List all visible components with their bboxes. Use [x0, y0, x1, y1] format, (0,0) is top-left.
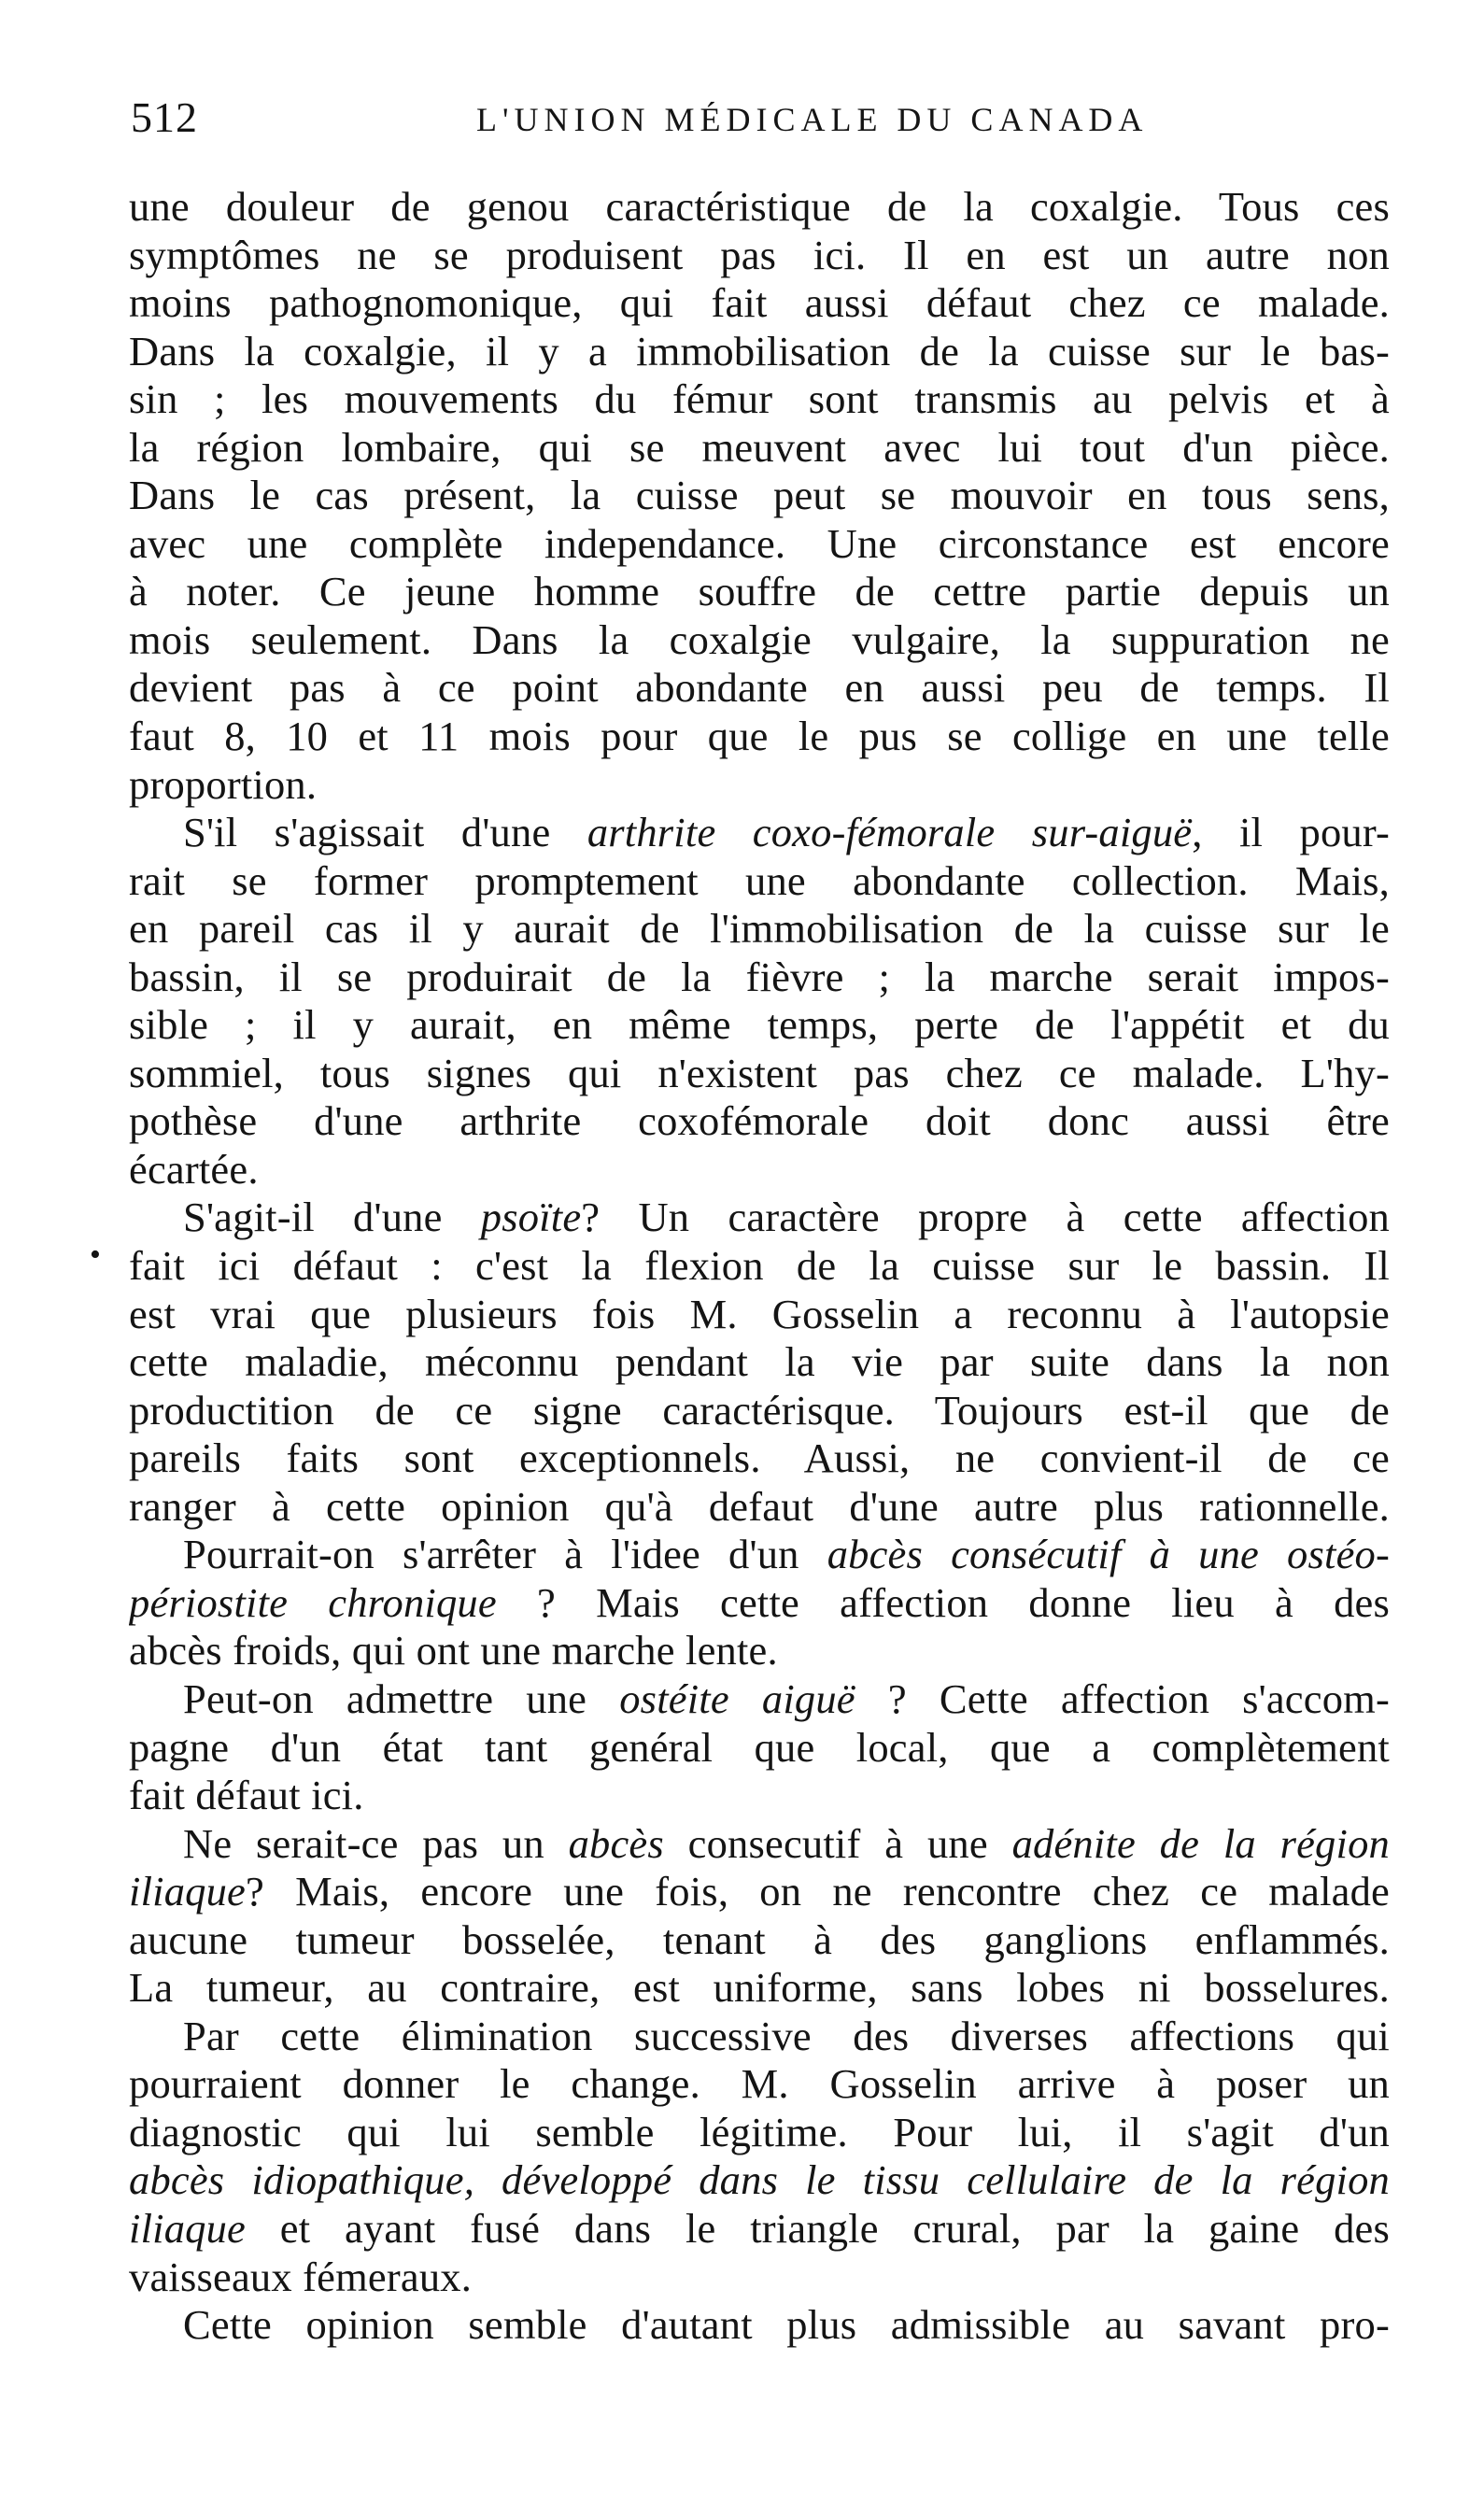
text-segment: Par cette élimination successive des diverses affections qui	[183, 2012, 1390, 2059]
text-line	[129, 1194, 1390, 1242]
text-segment: consecutif à une	[663, 1819, 1012, 1867]
text-line	[129, 424, 1390, 473]
text-segment: en pareil cas il y aurait de l'immobilisation de la cuisse sur le	[129, 905, 1390, 953]
text-line	[129, 232, 1390, 280]
text-line	[129, 2205, 1390, 2254]
text-line	[129, 1964, 1390, 2013]
text-line	[129, 472, 1390, 520]
text-line	[129, 328, 1390, 376]
text-segment: mois seulement. Dans la coxalgie vulgaire, la suppuration ne	[129, 615, 1390, 663]
text-line	[129, 1097, 1390, 1146]
text-segment: S'agit-il d'une	[183, 1194, 481, 1241]
text-segment: sin ; les mouvements du fémur sont transmis au pelvis et à	[129, 375, 1390, 423]
text-line	[129, 1531, 1390, 1579]
text-segment: fait ici défaut : c'est la flexion de la cuisse sur le bassin. Il	[129, 1242, 1390, 1290]
text-segment: est vrai que plusieurs fois M. Gosselin a reconnu à l'autopsie	[129, 1290, 1390, 1337]
text-segment: abcès froids, qui ont une marche lente.	[129, 1627, 778, 1674]
italic-segment: arthrite coxo-fémorale sur-aiguë	[587, 809, 1193, 856]
text-line	[129, 183, 1390, 232]
text-segment: pagne d'un état tant genéral que local, que a complètement	[129, 1723, 1390, 1771]
page-header	[131, 90, 1387, 146]
text-line	[129, 1338, 1390, 1387]
text-line	[129, 713, 1390, 761]
text-segment: avec une complète independance. Une circonstance est encore	[129, 519, 1390, 567]
running-head: L'UNION MÉDICALE DU CANADA	[476, 101, 1149, 138]
text-segment: pothèse d'une arthrite coxofémorale doit donc aussi être	[129, 1097, 1390, 1145]
text-line	[129, 1820, 1390, 1869]
text-segment: une douleur de genou caractéristique de la coxalgie. Tous ces	[129, 183, 1390, 230]
text-segment: Dans la coxalgie, il y a immobilisation de la cuisse sur le bas-	[129, 327, 1390, 374]
text-segment: vaisseaux fémeraux.	[129, 2253, 473, 2300]
italic-segment: psoïte	[480, 1194, 582, 1241]
italic-segment: périostite chronique	[129, 1578, 497, 1626]
text-line	[129, 1772, 1390, 1820]
text-line	[129, 664, 1390, 713]
text-line	[129, 1291, 1390, 1339]
text-line	[129, 279, 1390, 328]
italic-segment: adénite de la région	[1011, 1819, 1390, 1867]
text-line	[129, 2301, 1390, 2350]
text-line	[129, 761, 1390, 810]
text-segment: ranger à cette opinion qu'à defaut d'une autre plus rationnelle.	[129, 1482, 1390, 1530]
text-segment: rait se former promptement une abondante collection. Mais,	[129, 856, 1390, 904]
text-segment: ? Mais, encore une fois, on ne rencontre chez ce malade	[246, 1868, 1390, 1915]
text-segment: productition de ce signe caractérisque. Toujours est-il que de	[129, 1386, 1390, 1434]
text-segment: écartée.	[129, 1145, 259, 1193]
text-line	[129, 809, 1390, 857]
text-line	[129, 2254, 1390, 2302]
text-line	[129, 1387, 1390, 1435]
text-segment: Ne serait-ce pas un	[183, 1819, 569, 1867]
text-line	[129, 1724, 1390, 1773]
text-line	[129, 1916, 1390, 1965]
text-line	[129, 954, 1390, 1002]
italic-segment: abcès	[568, 1819, 664, 1867]
text-segment: sommiel, tous signes qui n'existent pas chez ce malade. L'hy-	[129, 1049, 1390, 1096]
text-line	[129, 905, 1390, 954]
text-segment: La tumeur, au contraire, est uniforme, sans lobes ni bosselures.	[129, 1964, 1390, 2012]
text-line	[129, 1434, 1390, 1483]
text-segment: ? Mais cette affection donne lieu à des	[496, 1578, 1390, 1626]
italic-segment: abcès idiopathique, développé dans le tissu cellulaire de la région	[129, 2156, 1390, 2204]
italic-segment: iliaque	[129, 1868, 246, 1915]
text-line	[129, 568, 1390, 616]
text-line	[129, 2013, 1390, 2061]
text-line	[129, 857, 1390, 906]
text-segment: Dans le cas présent, la cuisse peut se mouvoir en tous sens,	[129, 472, 1390, 519]
italic-segment: ostéite aiguë	[619, 1674, 855, 1722]
text-line	[129, 1242, 1390, 1291]
text-segment: devient pas à ce point abondante en aussi peu de temps. Il	[129, 664, 1390, 712]
italic-segment: abcès consécutif à une ostéo-	[827, 1531, 1390, 1578]
text-segment: fait défaut ici.	[129, 1772, 364, 1819]
text-line	[129, 1579, 1390, 1628]
text-segment: Peut-on admettre une	[183, 1674, 620, 1722]
page-number: 512	[131, 93, 198, 141]
text-segment: , il pour-	[1192, 809, 1390, 856]
text-segment: faut 8, 10 et 11 mois pour que le pus se collige en une telle	[129, 713, 1390, 760]
body-text	[129, 183, 1390, 2350]
text-segment: ? Un caractère propre à cette affection	[581, 1194, 1390, 1241]
text-line	[129, 1868, 1390, 1916]
text-segment: aucune tumeur bosselée, tenant à des ganglions enflammés.	[129, 1915, 1390, 1963]
text-segment: bassin, il se produirait de la fièvre ; la marche serait impos-	[129, 953, 1390, 1000]
text-segment: sible ; il y aurait, en même temps, perte de l'appétit et du	[129, 1001, 1390, 1049]
text-line	[129, 2060, 1390, 2109]
text-line	[129, 375, 1390, 424]
text-line	[129, 2156, 1390, 2205]
text-segment: Pourrait-on s'arrêter à l'idee d'un	[183, 1531, 827, 1578]
text-line	[129, 1050, 1390, 1098]
text-segment: et ayant fusé dans le triangle crural, par la gaine des	[246, 2204, 1390, 2252]
text-segment: moins pathognomonique, qui fait aussi défaut chez ce malade.	[129, 279, 1390, 327]
text-line	[129, 616, 1390, 665]
margin-mark: •	[90, 1237, 101, 1272]
text-segment: diagnostic qui lui semble légitime. Pour lui, il s'agit d'un	[129, 2108, 1390, 2155]
italic-segment: iliaque	[129, 2204, 246, 2252]
text-line	[129, 1675, 1390, 1724]
text-segment: Cette opinion semble d'autant plus admissible au savant pro-	[183, 2301, 1390, 2349]
text-segment: à noter. Ce jeune homme souffre de cettre partie depuis un	[129, 568, 1390, 615]
text-line	[129, 1146, 1390, 1194]
text-segment: pourraient donner le change. M. Gosselin arrive à poser un	[129, 2060, 1390, 2108]
text-segment: pareils faits sont exceptionnels. Aussi, ne convient-il de ce	[129, 1434, 1390, 1482]
text-segment: symptômes ne se produisent pas ici. Il en est un autre non	[129, 231, 1390, 278]
text-line	[129, 2109, 1390, 2157]
text-segment: proportion.	[129, 760, 318, 808]
text-line	[129, 1627, 1390, 1675]
text-segment: ? Cette affection s'accom-	[855, 1674, 1390, 1722]
text-line	[129, 520, 1390, 569]
text-segment: S'il s'agissait d'une	[183, 809, 587, 856]
text-segment: la région lombaire, qui se meuvent avec lui tout d'un pièce.	[129, 423, 1390, 471]
text-segment: cette maladie, méconnu pendant la vie par suite dans la non	[129, 1338, 1390, 1386]
text-line	[129, 1001, 1390, 1050]
text-line	[129, 1483, 1390, 1532]
